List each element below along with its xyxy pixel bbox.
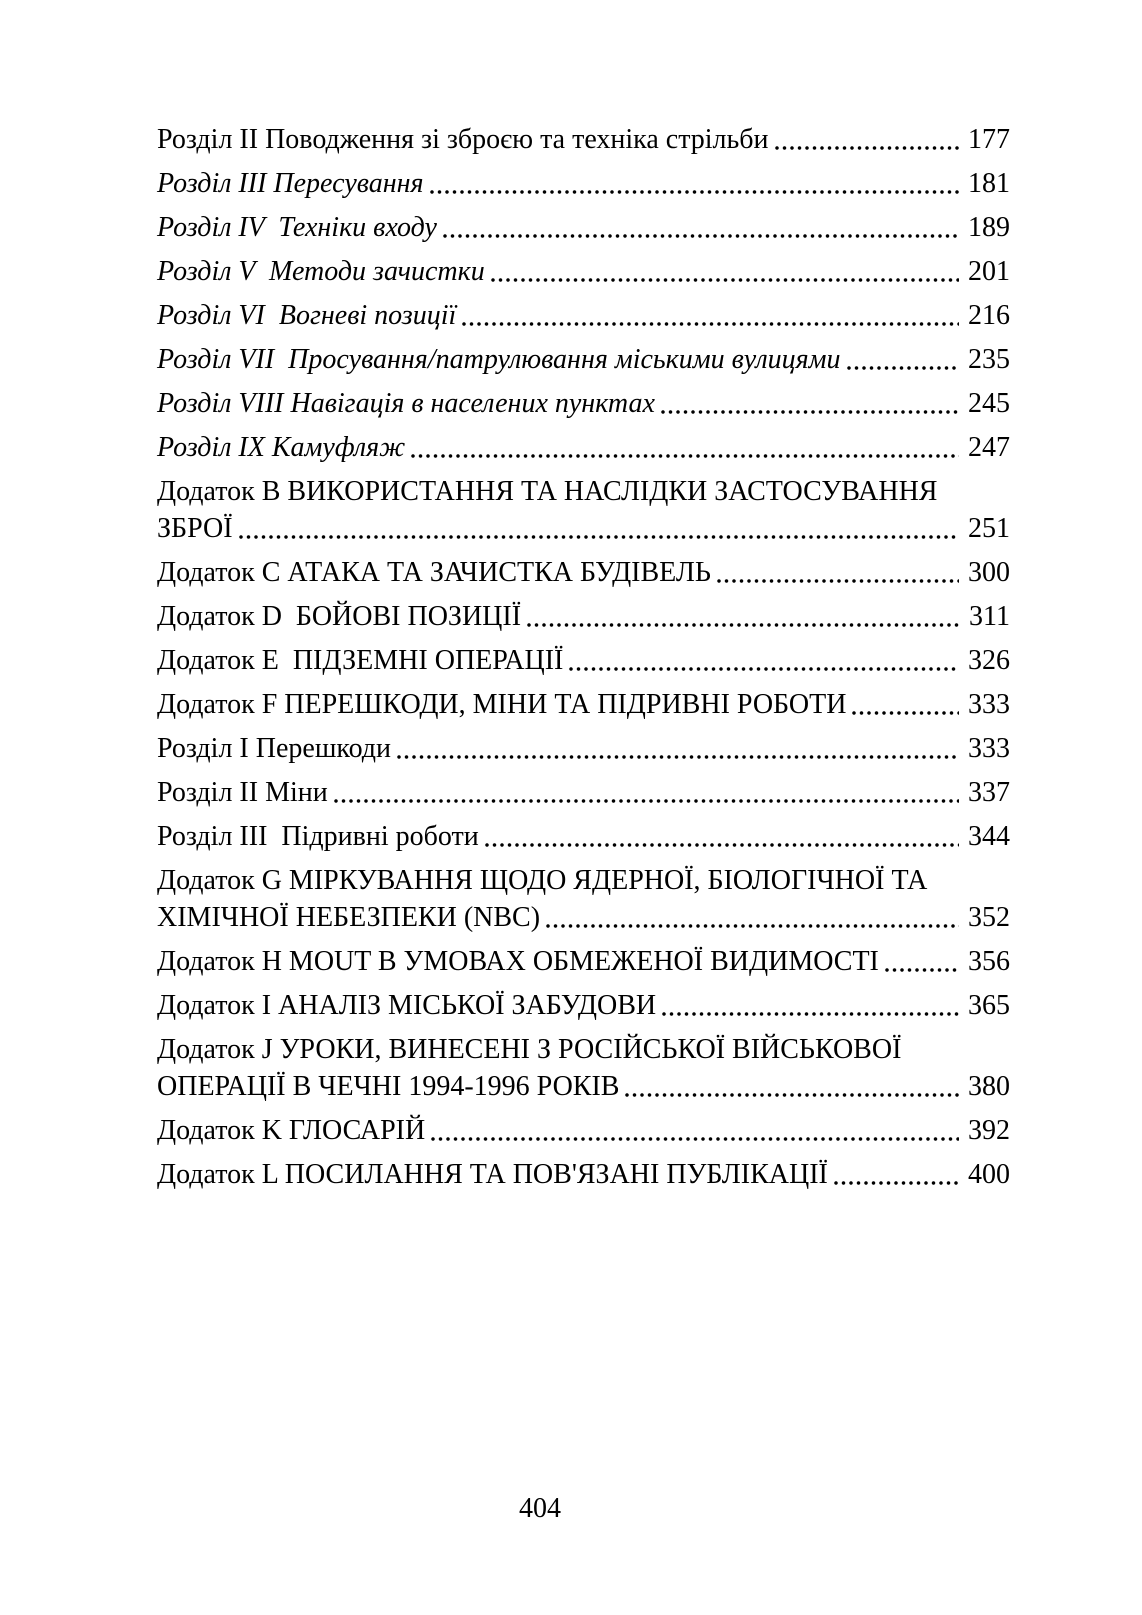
toc-entry bbox=[157, 730, 1010, 767]
toc-entry bbox=[157, 686, 1010, 723]
toc-entry bbox=[157, 253, 1010, 290]
toc-entry bbox=[157, 385, 1010, 422]
toc-page-number: 177 bbox=[968, 124, 1010, 155]
toc-entry-title: Розділ II Міни bbox=[157, 777, 328, 808]
toc-entry-row bbox=[157, 510, 1010, 547]
toc-entry-title: Додаток K ГЛОСАРІЙ bbox=[157, 1115, 426, 1146]
toc-page-number: 326 bbox=[968, 645, 1010, 676]
toc-entry-title-line: Додаток J УРОКИ, ВИНЕСЕНІ З РОСІЙСЬКОЇ ВІЙСЬКОВОЇ bbox=[157, 1034, 902, 1065]
dot-leader bbox=[397, 755, 959, 759]
toc-entry-title: ЗБРОЇ bbox=[157, 513, 233, 544]
toc-page-number: 300 bbox=[968, 557, 1010, 588]
toc-entry-row bbox=[157, 297, 1010, 334]
toc-page-number: 235 bbox=[968, 344, 1010, 375]
toc-entry-title: Розділ VI Вогневі позиції bbox=[157, 300, 457, 331]
toc-entry-row bbox=[157, 429, 1010, 466]
dot-leader bbox=[334, 799, 959, 803]
dot-leader bbox=[462, 322, 959, 326]
toc-list bbox=[157, 121, 1010, 1200]
dot-leader bbox=[485, 843, 959, 847]
toc-entry bbox=[157, 987, 1010, 1024]
toc-entry-title: Додаток H MOUT В УМОВАХ ОБМЕЖЕНОЇ ВИДИМОСТІ bbox=[157, 946, 879, 977]
toc-page-number: 337 bbox=[968, 777, 1010, 808]
toc-entry bbox=[157, 1112, 1010, 1149]
toc-entry-title: Додаток I АНАЛІЗ МІСЬКОЇ ЗАБУДОВИ bbox=[157, 990, 657, 1021]
toc-entry bbox=[157, 818, 1010, 855]
dot-leader bbox=[431, 1137, 959, 1141]
dot-leader bbox=[661, 410, 959, 414]
toc-entry bbox=[157, 642, 1010, 679]
toc-entry-title: Розділ IV Техніки входу bbox=[157, 212, 437, 243]
toc-entry bbox=[157, 554, 1010, 591]
toc-entry-row bbox=[157, 1068, 1010, 1105]
toc-entry bbox=[157, 943, 1010, 980]
toc-entry-title: Розділ I Перешкоди bbox=[157, 733, 391, 764]
toc-entry-row bbox=[157, 1156, 1010, 1193]
toc-entry bbox=[157, 1031, 1010, 1105]
toc-entry-title: Додаток F ПЕРЕШКОДИ, МІНИ ТА ПІДРИВНІ РОБОТИ bbox=[157, 689, 847, 720]
toc-entry-title: Розділ V Методи зачистки bbox=[157, 256, 485, 287]
toc-entry-title: Додаток D БОЙОВІ ПОЗИЦІЇ bbox=[157, 601, 522, 632]
toc-entry-row bbox=[157, 642, 1010, 679]
dot-leader bbox=[662, 1012, 959, 1016]
toc-entry-row bbox=[157, 774, 1010, 811]
footer-page-number: 404 bbox=[519, 1493, 561, 1524]
dot-leader bbox=[443, 234, 959, 238]
dot-leader bbox=[852, 711, 959, 715]
toc-entry-row bbox=[157, 121, 1010, 158]
toc-entry-title: Розділ VII Просування/патрулювання міськими вулицями bbox=[157, 344, 841, 375]
toc-entry-row bbox=[157, 385, 1010, 422]
toc-page-number: 365 bbox=[968, 990, 1010, 1021]
dot-leader bbox=[847, 366, 959, 370]
toc-entry-title-line: Додаток G МІРКУВАННЯ ЩОДО ЯДЕРНОЇ, БІОЛОГІЧНОЇ ТА bbox=[157, 865, 928, 896]
toc-entry-title: Додаток C АТАКА ТА ЗАЧИСТКА БУДІВЕЛЬ bbox=[157, 557, 711, 588]
toc-entry-title-line: Додаток B ВИКОРИСТАННЯ ТА НАСЛІДКИ ЗАСТОСУВАННЯ bbox=[157, 476, 938, 507]
toc-page-number: 311 bbox=[969, 601, 1010, 632]
toc-page-number: 392 bbox=[968, 1115, 1010, 1146]
dot-leader bbox=[411, 454, 959, 458]
dot-leader bbox=[834, 1181, 959, 1185]
dot-leader bbox=[775, 146, 959, 150]
toc-page-number: 181 bbox=[968, 168, 1010, 199]
dot-leader bbox=[239, 535, 959, 539]
toc-entry-row bbox=[157, 899, 1010, 936]
dot-leader bbox=[885, 968, 959, 972]
dot-leader bbox=[625, 1093, 959, 1097]
toc-entry bbox=[157, 165, 1010, 202]
toc-entry-row bbox=[157, 341, 1010, 378]
toc-entry-row bbox=[157, 686, 1010, 723]
dot-leader bbox=[430, 190, 959, 194]
toc-page-number: 201 bbox=[968, 256, 1010, 287]
toc-entry bbox=[157, 297, 1010, 334]
toc-entry-row bbox=[157, 730, 1010, 767]
toc-entry-title: Розділ III Підривні роботи bbox=[157, 821, 479, 852]
toc-page-number: 216 bbox=[968, 300, 1010, 331]
toc-entry bbox=[157, 1156, 1010, 1193]
toc-page-number: 247 bbox=[968, 432, 1010, 463]
toc-page-number: 245 bbox=[968, 388, 1010, 419]
dot-leader bbox=[527, 623, 960, 627]
toc-entry bbox=[157, 473, 1010, 547]
toc-entry-title: Розділ II Поводження зі зброєю та техніка стрільби bbox=[157, 124, 769, 155]
toc-entry-title: ХІМІЧНОЇ НЕБЕЗПЕКИ (NBC) bbox=[157, 902, 541, 933]
toc-entry-title: Додаток L ПОСИЛАННЯ ТА ПОВ'ЯЗАНІ ПУБЛІКАЦІЇ bbox=[157, 1159, 828, 1190]
toc-entry bbox=[157, 774, 1010, 811]
dot-leader bbox=[717, 579, 959, 583]
toc-entry bbox=[157, 209, 1010, 246]
toc-entry bbox=[157, 862, 1010, 936]
toc-entry-row bbox=[157, 209, 1010, 246]
toc-page-number: 400 bbox=[968, 1159, 1010, 1190]
toc-entry-row bbox=[157, 943, 1010, 980]
toc-entry bbox=[157, 429, 1010, 466]
toc-page-number: 333 bbox=[968, 689, 1010, 720]
toc-page-number: 356 bbox=[968, 946, 1010, 977]
toc-entry-row bbox=[157, 165, 1010, 202]
toc-entry-row bbox=[157, 253, 1010, 290]
toc-entry-row bbox=[157, 1112, 1010, 1149]
toc-page-number: 333 bbox=[968, 733, 1010, 764]
toc-entry-row bbox=[157, 598, 1010, 635]
toc-page-number: 189 bbox=[968, 212, 1010, 243]
toc-entry-title: Розділ VIII Навігація в населених пунктах bbox=[157, 388, 655, 419]
toc-entry bbox=[157, 598, 1010, 635]
toc-page-number: 380 bbox=[968, 1071, 1010, 1102]
dot-leader bbox=[491, 278, 959, 282]
toc-entry-title: ОПЕРАЦІЇ В ЧЕЧНІ 1994-1996 РОКІВ bbox=[157, 1071, 620, 1102]
toc-entry-row bbox=[157, 554, 1010, 591]
toc-entry-title: Розділ IX Камуфляж bbox=[157, 432, 406, 463]
dot-leader bbox=[546, 924, 959, 928]
toc-entry bbox=[157, 121, 1010, 158]
toc-entry-row bbox=[157, 818, 1010, 855]
toc-entry-row bbox=[157, 987, 1010, 1024]
dot-leader bbox=[569, 667, 959, 671]
toc-page-number: 344 bbox=[968, 821, 1010, 852]
toc-entry-title: Додаток E ПІДЗЕМНІ ОПЕРАЦІЇ bbox=[157, 645, 564, 676]
toc-page-number: 251 bbox=[968, 513, 1010, 544]
toc-entry bbox=[157, 341, 1010, 378]
toc-entry-title: Розділ III Пересування bbox=[157, 168, 424, 199]
toc-page-number: 352 bbox=[968, 902, 1010, 933]
